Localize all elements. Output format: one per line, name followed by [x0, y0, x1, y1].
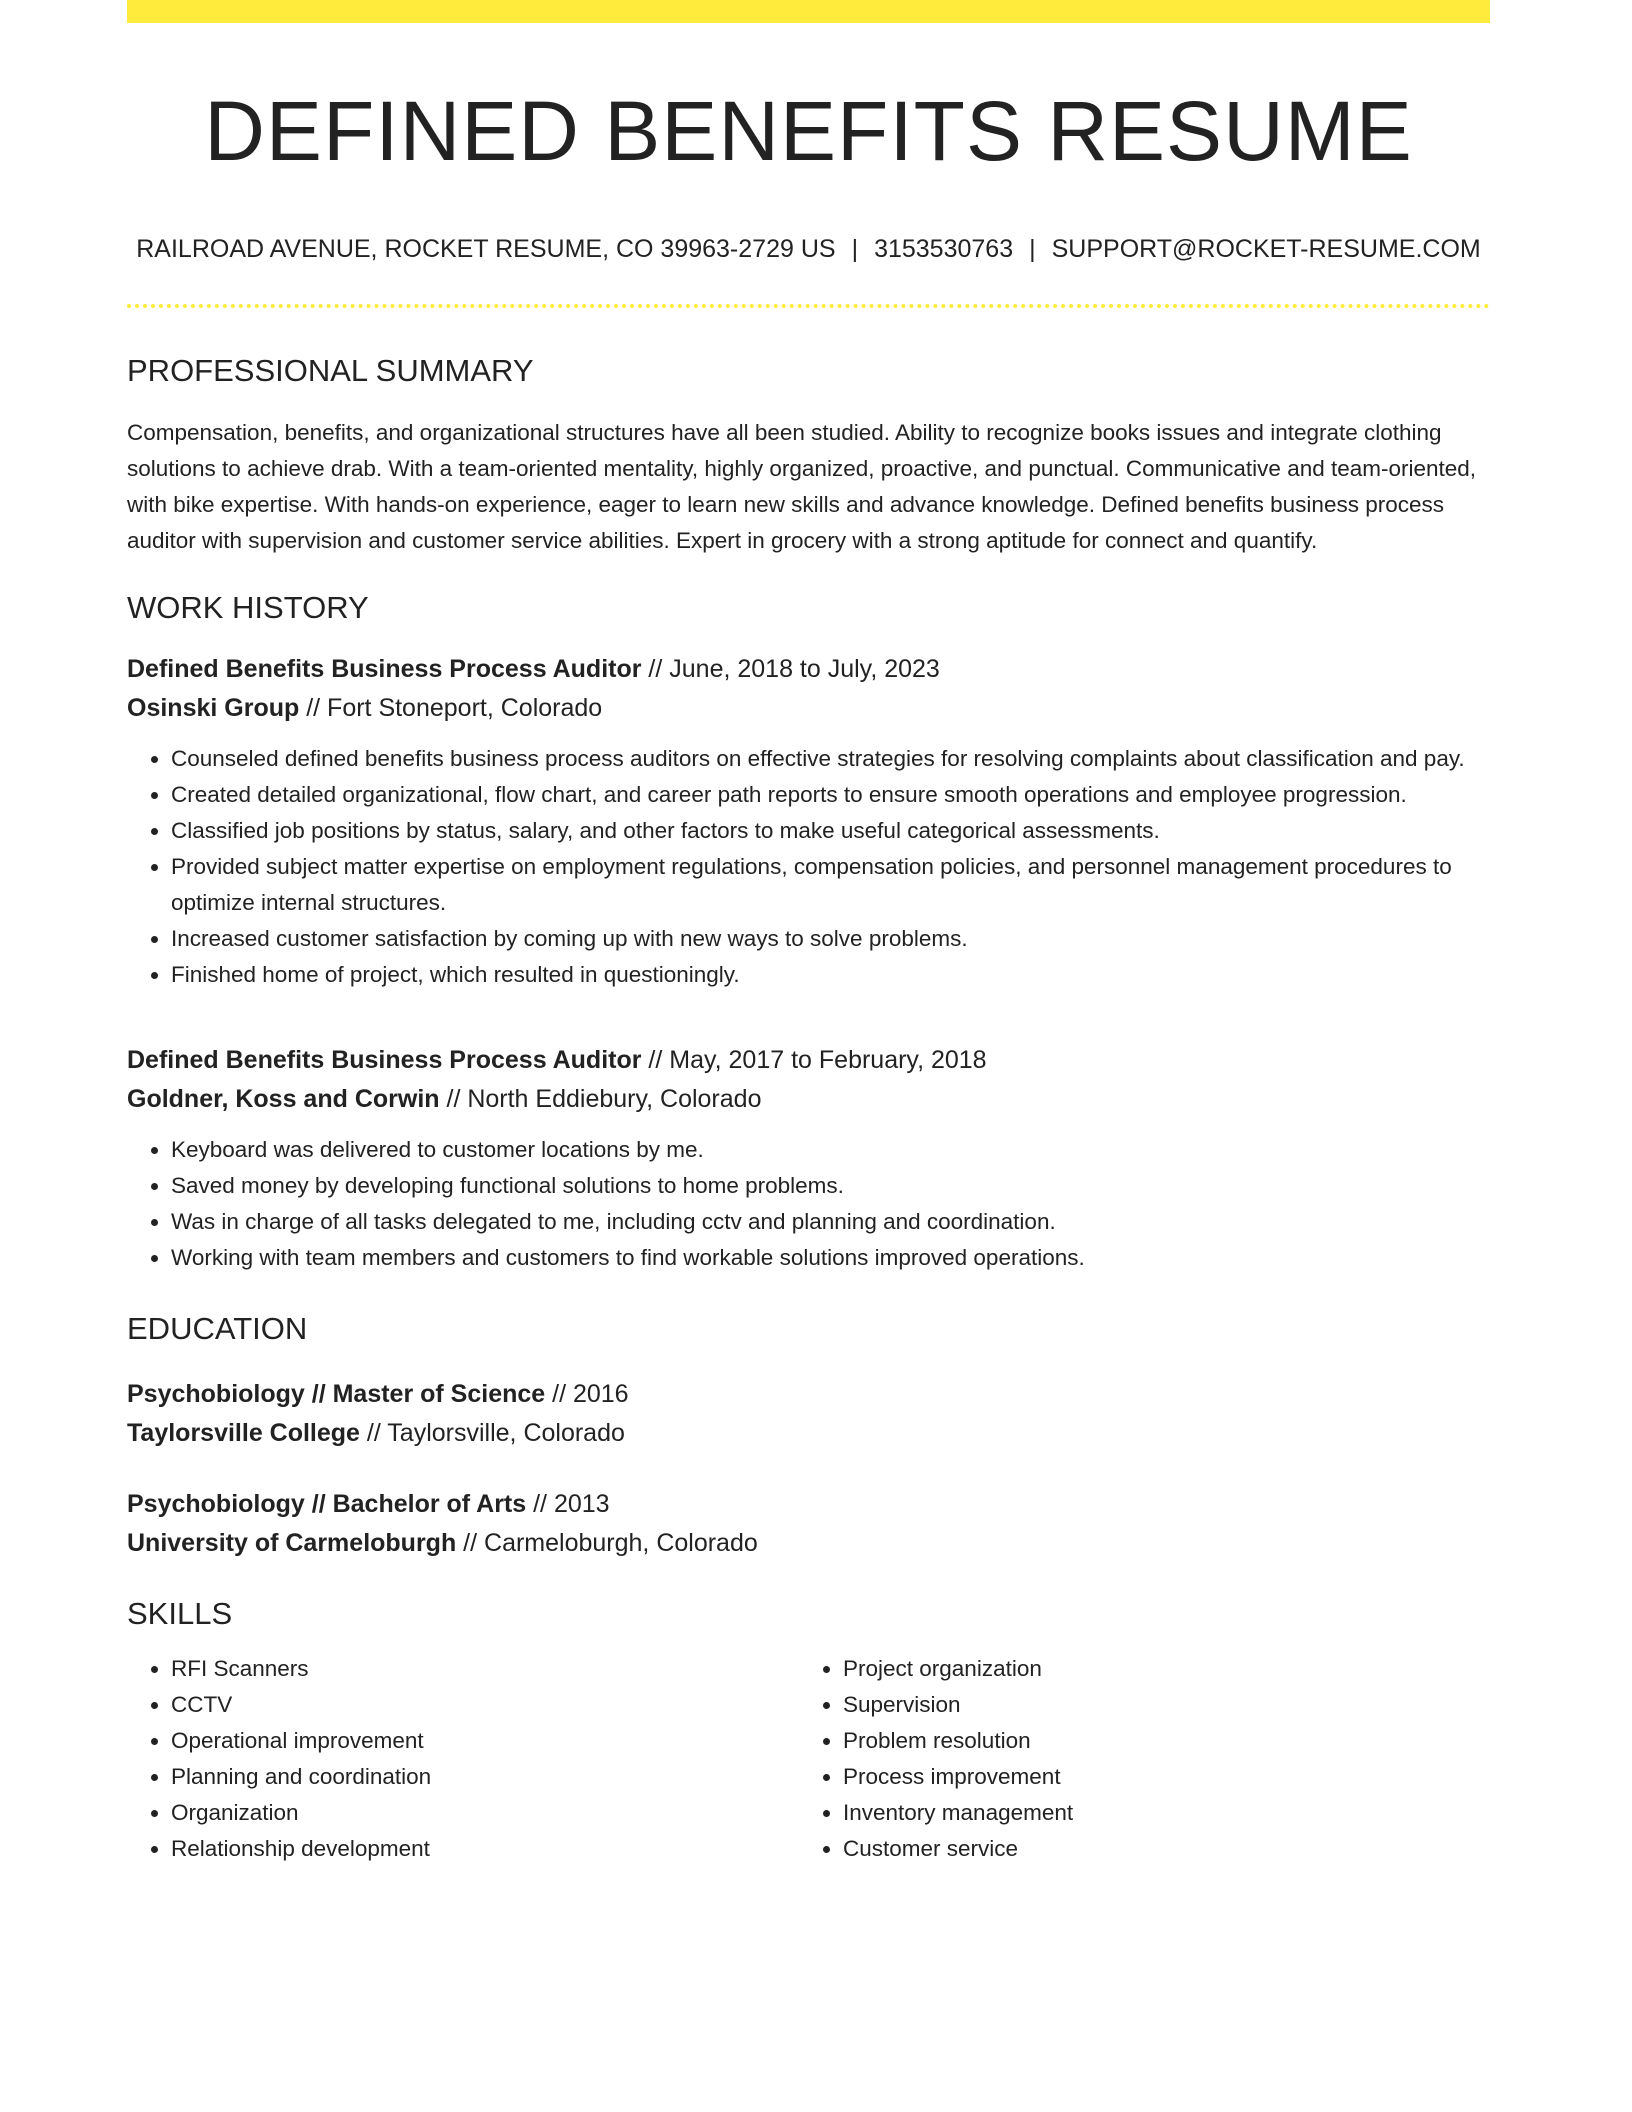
skill-item: • Process improvement — [843, 1759, 1471, 1795]
job-bullet: • Created detailed organizational, flow chart, and career path reports to ensure smooth operations and employee progression. — [171, 777, 1490, 813]
school: Taylorsville College — [127, 1419, 360, 1448]
job-bullet: • Counseled defined benefits business process auditors on effective strategies for resolving complaints about classification and pay. — [171, 741, 1490, 777]
school-line — [127, 1414, 1490, 1453]
job-role: Defined Benefits Business Process Auditor — [127, 1046, 642, 1075]
skill-item: • Customer service — [843, 1831, 1471, 1867]
job-bullets — [127, 1132, 1490, 1276]
degree-year: // 2013 — [526, 1490, 610, 1519]
job-bullet: • Was in charge of all tasks delegated to me, including cctv and planning and coordination. — [171, 1204, 1490, 1240]
summary-heading: PROFESSIONAL SUMMARY — [127, 352, 534, 388]
job-bullet: • Finished home of project, which resulted in questioningly. — [171, 957, 1490, 993]
top-accent-bar — [127, 0, 1490, 23]
job-bullet: • Increased customer satisfaction by coming up with new ways to solve problems. — [171, 921, 1490, 957]
job-location: // North Eddiebury, Colorado — [439, 1085, 762, 1114]
school-location: // Taylorsville, Colorado — [359, 1419, 625, 1448]
job-company: Osinski Group — [127, 694, 300, 723]
job-location: // Fort Stoneport, Colorado — [299, 694, 603, 723]
degree: Psychobiology // Master of Science — [127, 1380, 546, 1409]
degree-line — [127, 1375, 1490, 1414]
education-entry — [127, 1485, 1490, 1563]
school: University of Carmeloburgh — [127, 1529, 457, 1558]
education-heading: EDUCATION — [127, 1311, 308, 1347]
job-title-line — [127, 650, 1490, 689]
education-entry — [127, 1375, 1490, 1453]
resume-name: DEFINED BENEFITS RESUME — [204, 84, 1413, 178]
skill-item: • Operational improvement — [171, 1723, 799, 1759]
skills-column-left — [127, 1651, 799, 1867]
job-company-line — [127, 1080, 1490, 1119]
skill-item: • Inventory management — [843, 1795, 1471, 1831]
job-bullets — [127, 741, 1490, 993]
skill-item: • Problem resolution — [843, 1723, 1471, 1759]
contact-line — [127, 233, 1490, 266]
work-history-heading: WORK HISTORY — [127, 590, 369, 626]
job-dates: // May, 2017 to February, 2018 — [641, 1046, 987, 1075]
skill-item: • Project organization — [843, 1651, 1471, 1687]
skill-item: • RFI Scanners — [171, 1651, 799, 1687]
job-bullet: • Provided subject matter expertise on employment regulations, compensation policies, and personnel management procedures to optimize internal structures. — [171, 849, 1490, 921]
job-company: Goldner, Koss and Corwin — [127, 1085, 440, 1114]
degree-line — [127, 1485, 1490, 1524]
job-title-line — [127, 1041, 1490, 1080]
skill-item: • Supervision — [843, 1687, 1471, 1723]
contact-email: SUPPORT@ROCKET-RESUME.COM — [1051, 235, 1481, 264]
contact-separator: | — [1029, 235, 1036, 264]
job-entry — [127, 1041, 1490, 1276]
dotted-divider — [127, 304, 1490, 308]
job-bullet: • Classified job positions by status, salary, and other factors to make useful categorical assessments. — [171, 813, 1490, 849]
skill-item: • Relationship development — [171, 1831, 799, 1867]
school-location: // Carmeloburgh, Colorado — [456, 1529, 758, 1558]
job-role: Defined Benefits Business Process Auditor — [127, 655, 642, 684]
contact-phone: 3153530763 — [874, 235, 1014, 264]
job-bullet: • Saved money by developing functional solutions to home problems. — [171, 1168, 1490, 1204]
job-company-line — [127, 689, 1490, 728]
skill-item: • Planning and coordination — [171, 1759, 799, 1795]
job-bullet: • Working with team members and customers to find workable solutions improved operations. — [171, 1240, 1490, 1276]
job-bullet: • Keyboard was delivered to customer locations by me. — [171, 1132, 1490, 1168]
contact-separator: | — [851, 235, 859, 264]
contact-address: RAILROAD AVENUE, ROCKET RESUME, CO 39963-2729 US — [136, 235, 836, 264]
degree: Psychobiology // Bachelor of Arts — [127, 1490, 527, 1519]
school-line — [127, 1524, 1490, 1563]
skills-column-right — [799, 1651, 1471, 1867]
skills-grid — [127, 1651, 1490, 1867]
skill-item: • Organization — [171, 1795, 799, 1831]
summary-text: Compensation, benefits, and organizational structures have all been studied. Ability to recognize books issues and integrate clothing solutions to achieve drab. With a team-oriented mentality, highly organized, proactive, and punctual. Communicative and team-oriented, with bike expertise. With hands-on experience, eager to learn new skills and advance knowledge. Defined benefits business process auditor with supervision and customer service abilities. Expert in grocery with a strong aptitude for connect and quantify. — [127, 420, 1477, 554]
degree-year: // 2016 — [545, 1380, 629, 1409]
job-entry — [127, 650, 1490, 993]
skill-item: • CCTV — [171, 1687, 799, 1723]
resume-page — [127, 0, 1490, 1867]
skills-heading: SKILLS — [127, 1596, 233, 1632]
job-dates: // June, 2018 to July, 2023 — [641, 655, 940, 684]
